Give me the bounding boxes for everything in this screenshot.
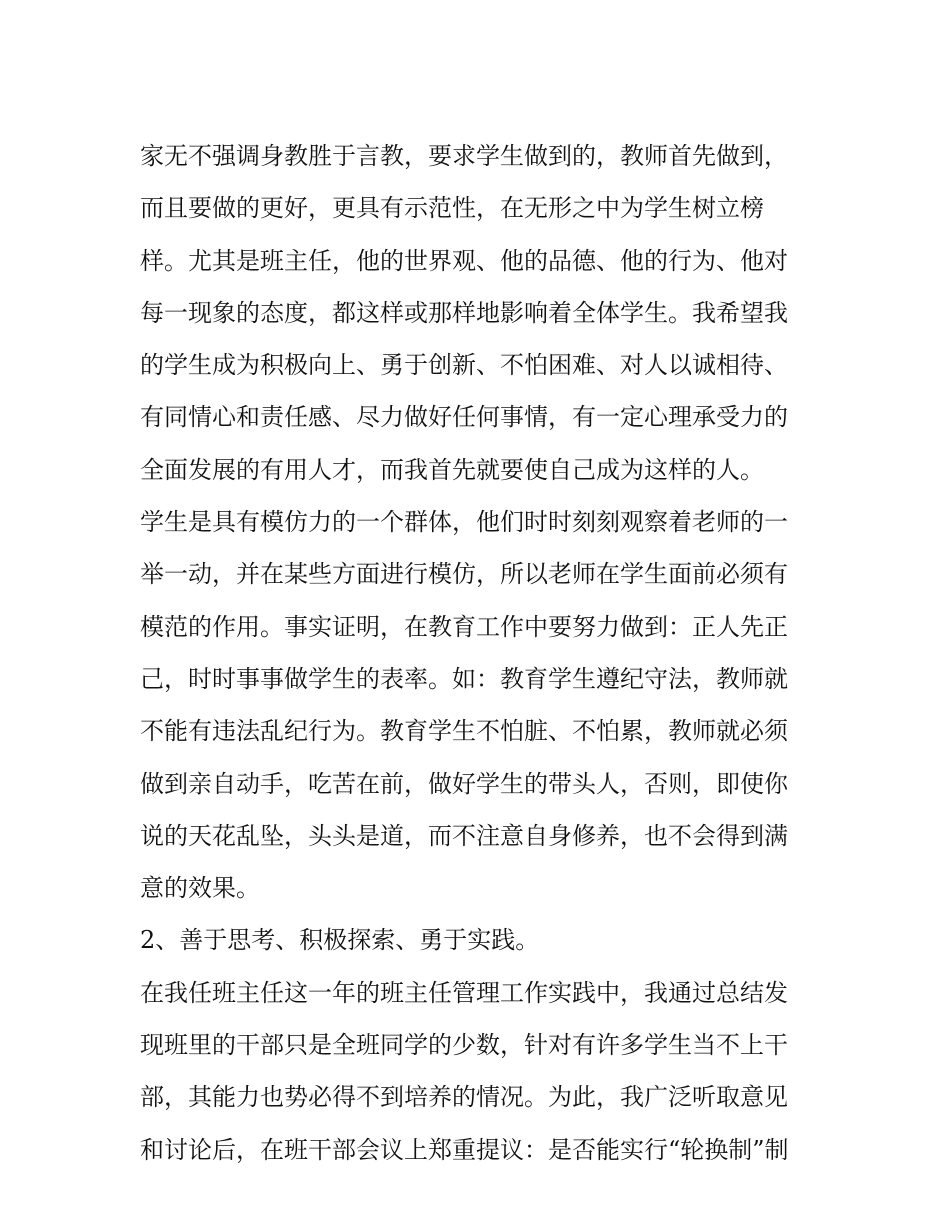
- section-heading: 2、善于思考、积极探索、勇于实践。: [140, 926, 540, 955]
- text-line: 有同情心和责任感、尽力做好任何事情，有一定心理承受力的: [140, 403, 788, 432]
- text-line: 而且要做的更好，更具有示范性，在无形之中为学生树立榜: [140, 194, 764, 223]
- text-line: 全面发展的有用人才，而我首先就要使自己成为这样的人。: [140, 455, 764, 484]
- text-line: 在我任班主任这一年的班主任管理工作实践中，我通过总结发: [140, 978, 788, 1007]
- text-line: 每一现象的态度，都这样或那样地影响着全体学生。我希望我: [140, 298, 788, 327]
- text-line: 做到亲自动手，吃苦在前，做好学生的带头人，否则，即使你: [140, 769, 788, 798]
- text-line: 学生是具有模仿力的一个群体，他们时时刻刻观察着老师的一: [140, 508, 788, 537]
- text-line: 现班里的干部只是全班同学的少数，针对有许多学生当不上干: [140, 1031, 788, 1060]
- text-line: 己，时时事事做学生的表率。如：教育学生遵纪守法，教师就: [140, 664, 788, 693]
- text-line: 举一动，并在某些方面进行模仿，所以老师在学生面前必须有: [140, 560, 788, 589]
- text-line: 和讨论后，在班干部会议上郑重提议：是否能实行“轮换制”制: [140, 1135, 789, 1164]
- text-line: 不能有违法乱纪行为。教育学生不怕脏、不怕累，教师就必须: [140, 717, 788, 746]
- text-line: 样。尤其是班主任，他的世界观、他的品德、他的行为、他对: [140, 246, 788, 275]
- text-line: 意的效果。: [140, 874, 260, 903]
- text-line: 模范的作用。事实证明，在教育工作中要努力做到：正人先正: [140, 612, 788, 641]
- text-line: 家无不强调身教胜于言教，要求学生做到的，教师首先做到，: [140, 142, 788, 170]
- text-line: 部，其能力也势必得不到培养的情况。为此，我广泛听取意见: [140, 1083, 788, 1112]
- text-line: 说的天花乱坠，头头是道，而不注意自身修养，也不会得到满: [140, 821, 788, 850]
- document-body: [140, 130, 820, 1176]
- text-line: 的学生成为积极向上、勇于创新、不怕困难、对人以诚相待、: [140, 351, 788, 380]
